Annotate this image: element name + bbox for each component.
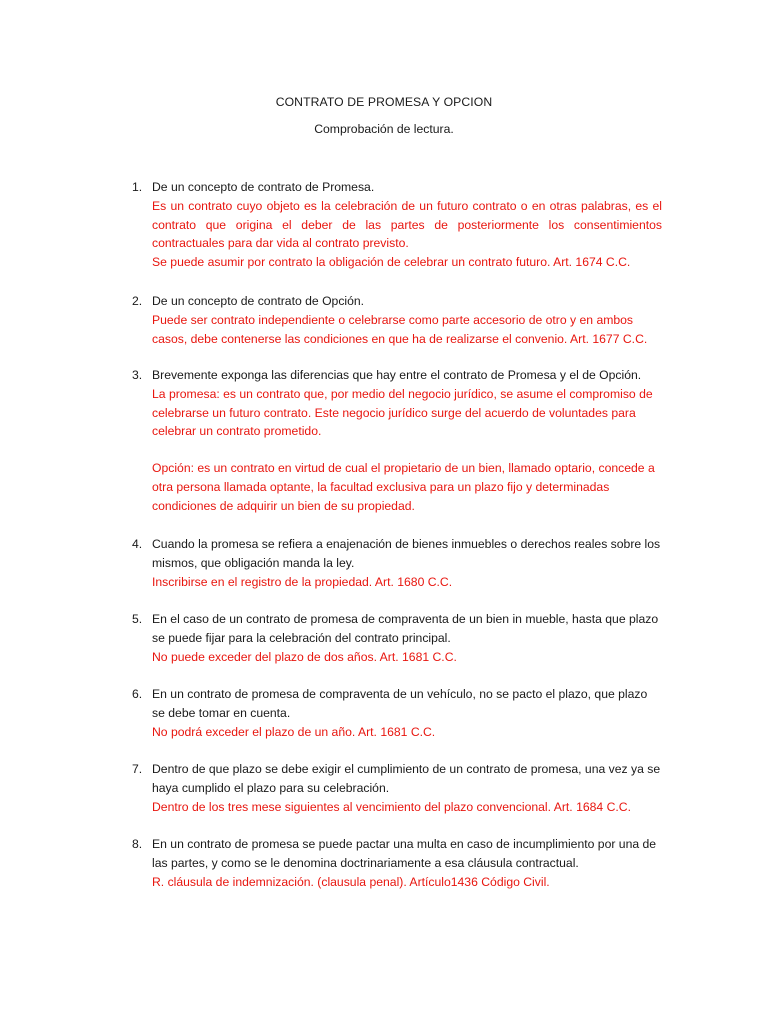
list-item [132,535,662,591]
list-item [132,366,662,516]
document-subtitle: Comprobación de lectura. [314,122,454,136]
list-item [132,610,662,666]
question-text: De un concepto de contrato de Promesa. [152,180,375,194]
item-number: 8. [132,837,143,851]
item-number: 2. [132,294,143,308]
answer-text: Es un contrato cuyo objeto es la celebración de un futuro contrato o en otras palabras, es el contrato que origina el deber de las partes de posteriormente los consentimientos contractuales para dar vida al contrato previsto. [152,198,662,251]
item-number: 4. [132,537,143,551]
answer-text: Inscribirse en el registro de la propiedad. Art. 1680 C.C. [152,574,453,589]
list-item [132,835,662,891]
list-item [132,178,662,272]
list-item [132,292,662,348]
answer-text: Puede ser contrato independiente o celebrarse como parte accesorio de otro y en ambos casos, debe contenerse las condiciones en que ha de realizarse el convenio. Art. 1677 C.C. [152,312,648,346]
answer-text: R. cláusula de indemnización. (clausula penal). Artículo1436 Código Civil. [152,874,550,889]
question-text: En el caso de un contrato de promesa de compraventa de un bien in mueble, hasta que plazo se puede fijar para la celebración del contrato principal. [152,612,659,645]
list-item [132,685,662,741]
item-number: 7. [132,762,143,776]
answer-text: Se puede asumir por contrato la obligación de celebrar un contrato futuro. Art. 1674 C.C. [152,255,631,270]
document-title: CONTRATO DE PROMESA Y OPCION [275,95,493,109]
item-number: 1. [132,180,143,194]
list-item [132,760,662,816]
answer-text: Dentro de los tres mese siguientes al vencimiento del plazo convencional. Art. 1684 C.C. [152,799,631,814]
question-text: En un contrato de promesa de compraventa de un vehículo, no se pacto el plazo, que plazo se debe tomar en cuenta. [152,687,648,720]
item-number: 3. [132,368,143,382]
question-text: De un concepto de contrato de Opción. [152,294,365,308]
answer-text: Opción: es un contrato en virtud de cual el propietario de un bien, llamado optario, concede a otra persona llamada optante, la facultad exclusiva para un plazo fijo y determinadas condiciones de adquirir un bien de su propiedad. [152,461,655,513]
question-text: Dentro de que plazo se debe exigir el cumplimiento de un contrato de promesa, una vez ya se haya cumplido el plazo para su celebración. [152,762,661,795]
item-number: 6. [132,687,143,701]
answer-text: No puede exceder del plazo de dos años. Art. 1681 C.C. [152,649,457,664]
item-number: 5. [132,612,143,626]
answer-text: No podrá exceder el plazo de un año. Art. 1681 C.C. [152,724,436,739]
question-text: Brevemente exponga las diferencias que hay entre el contrato de Promesa y el de Opción. [152,368,642,382]
answer-text: La promesa: es un contrato que, por medio del negocio jurídico, se asume el compromiso de celebrarse un futuro contrato. Este negocio jurídico surge del acuerdo de voluntades para celebrar un contrato prometido. [152,386,653,439]
question-text: En un contrato de promesa se puede pactar una multa en caso de incumplimiento por una de las partes, y como se le denomina doctrinariamente a esa cláusula contractual. [152,837,657,870]
question-text: Cuando la promesa se refiera a enajenación de bienes inmuebles o derechos reales sobre los mismos, que obligación manda la ley. [152,537,661,570]
